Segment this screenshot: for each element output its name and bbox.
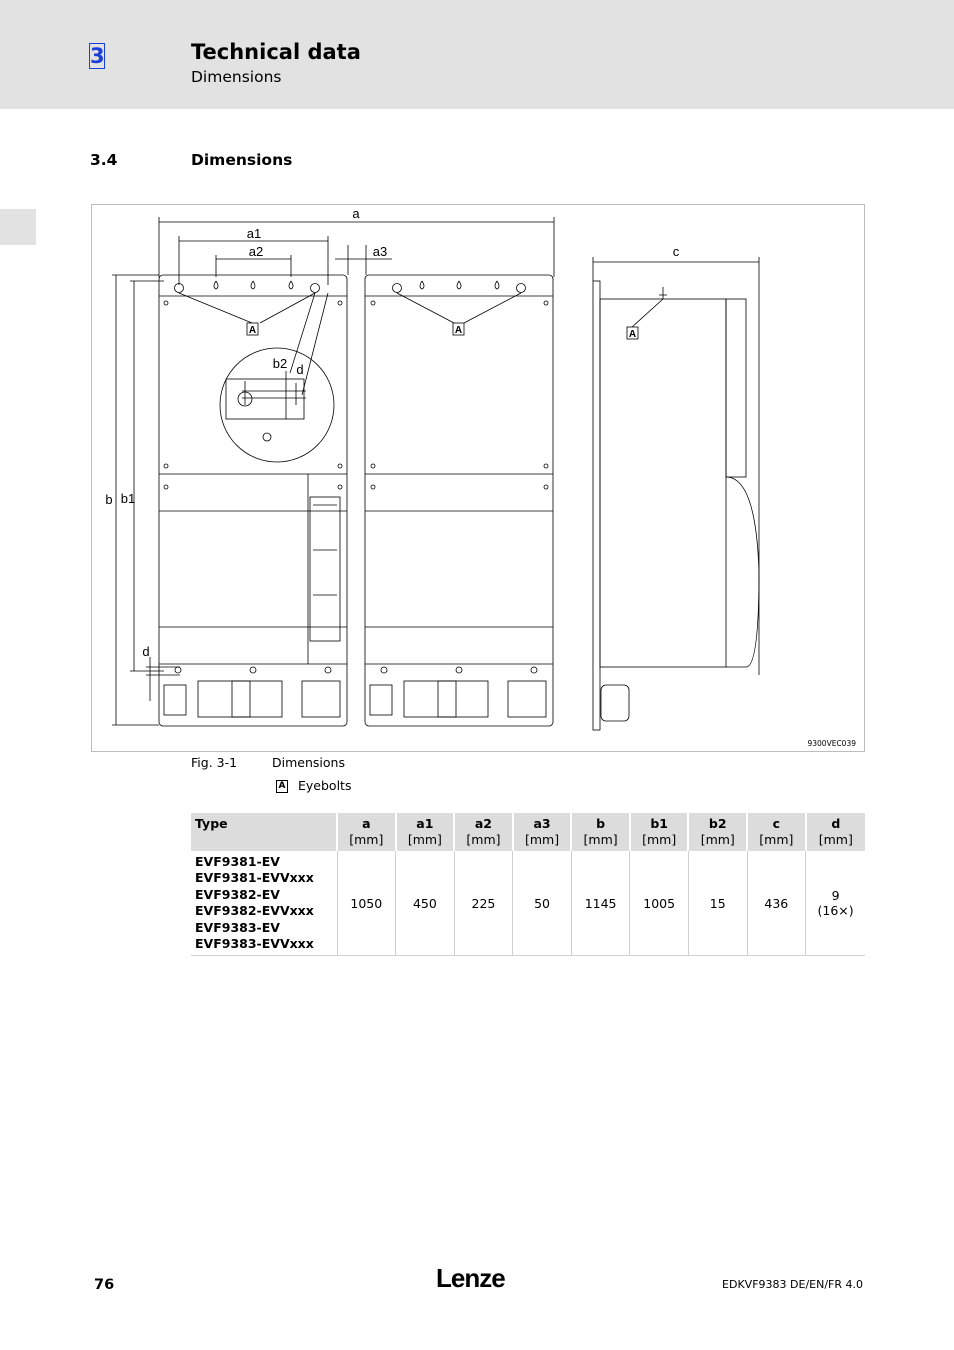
type-item: EVF9383-EVVxxx: [195, 936, 314, 952]
value-a3: 50: [513, 851, 572, 956]
type-item: EVF9382-EVVxxx: [195, 903, 314, 919]
label-d-detail: d: [296, 362, 304, 377]
type-item: EVF9381-EV: [195, 854, 280, 869]
value-b2: 15: [688, 851, 747, 956]
dimension-drawing: [91, 204, 865, 752]
header-c: c [mm]: [747, 813, 806, 851]
label-b1: b1: [120, 491, 136, 506]
chapter-title: Technical data: [191, 40, 361, 64]
header-b1: b1 [mm]: [630, 813, 689, 851]
figure-caption-number: Fig. 3-1: [191, 755, 238, 770]
label-a: a: [352, 206, 360, 221]
label-a3: a3: [372, 244, 388, 259]
table-row: [191, 851, 865, 956]
value-b1: 1005: [630, 851, 689, 956]
figure-code: 9300VEC039: [807, 739, 856, 748]
type-item: EVF9383-EV: [195, 919, 280, 935]
header-d: d [mm]: [806, 813, 865, 851]
type-item: EVF9381-EVVxxx: [195, 870, 314, 886]
header-a3: a3 [mm]: [513, 813, 572, 851]
type-list: [191, 851, 337, 956]
header-type: Type: [191, 813, 337, 851]
section-number: 3.4: [90, 151, 118, 169]
marker-a-middle: A: [454, 325, 463, 336]
type-item: EVF9382-EV: [195, 886, 280, 902]
label-b2: b2: [272, 356, 288, 371]
label-a1: a1: [246, 226, 262, 241]
value-a: 1050: [337, 851, 396, 956]
lenze-logo: Lenze: [436, 1263, 505, 1293]
header-a2: a2 [mm]: [454, 813, 513, 851]
marker-a-left: A: [248, 325, 257, 336]
value-d: 9 (16×): [806, 851, 865, 956]
section-title: Dimensions: [191, 151, 293, 169]
value-b: 1145: [571, 851, 630, 956]
label-d: d: [142, 644, 150, 659]
key-symbol: A: [276, 780, 288, 793]
value-c: 436: [747, 851, 806, 956]
document-id: EDKVF9383 DE/EN/FR 4.0: [722, 1278, 863, 1291]
table-header-row: [191, 813, 865, 851]
key-text: Eyebolts: [298, 778, 352, 793]
header-a: a [mm]: [337, 813, 396, 851]
figure-caption-text: Dimensions: [272, 755, 345, 770]
label-b: b: [105, 492, 113, 507]
page-header: [0, 0, 954, 109]
label-c: c: [672, 244, 680, 259]
header-a1: a1 [mm]: [396, 813, 455, 851]
label-a2: a2: [248, 244, 264, 259]
chapter-subtitle: Dimensions: [191, 68, 282, 86]
page-number: 76: [94, 1277, 115, 1293]
header-b: b [mm]: [571, 813, 630, 851]
dimension-drawing-svg: [92, 205, 864, 751]
side-tab-marker: [0, 209, 36, 245]
value-a1: 450: [396, 851, 455, 956]
dimensions-table: [191, 813, 865, 956]
header-b2: b2 [mm]: [688, 813, 747, 851]
marker-a-side: A: [628, 329, 637, 340]
value-a2: 225: [454, 851, 513, 956]
chapter-number-link[interactable]: 3: [90, 44, 105, 68]
